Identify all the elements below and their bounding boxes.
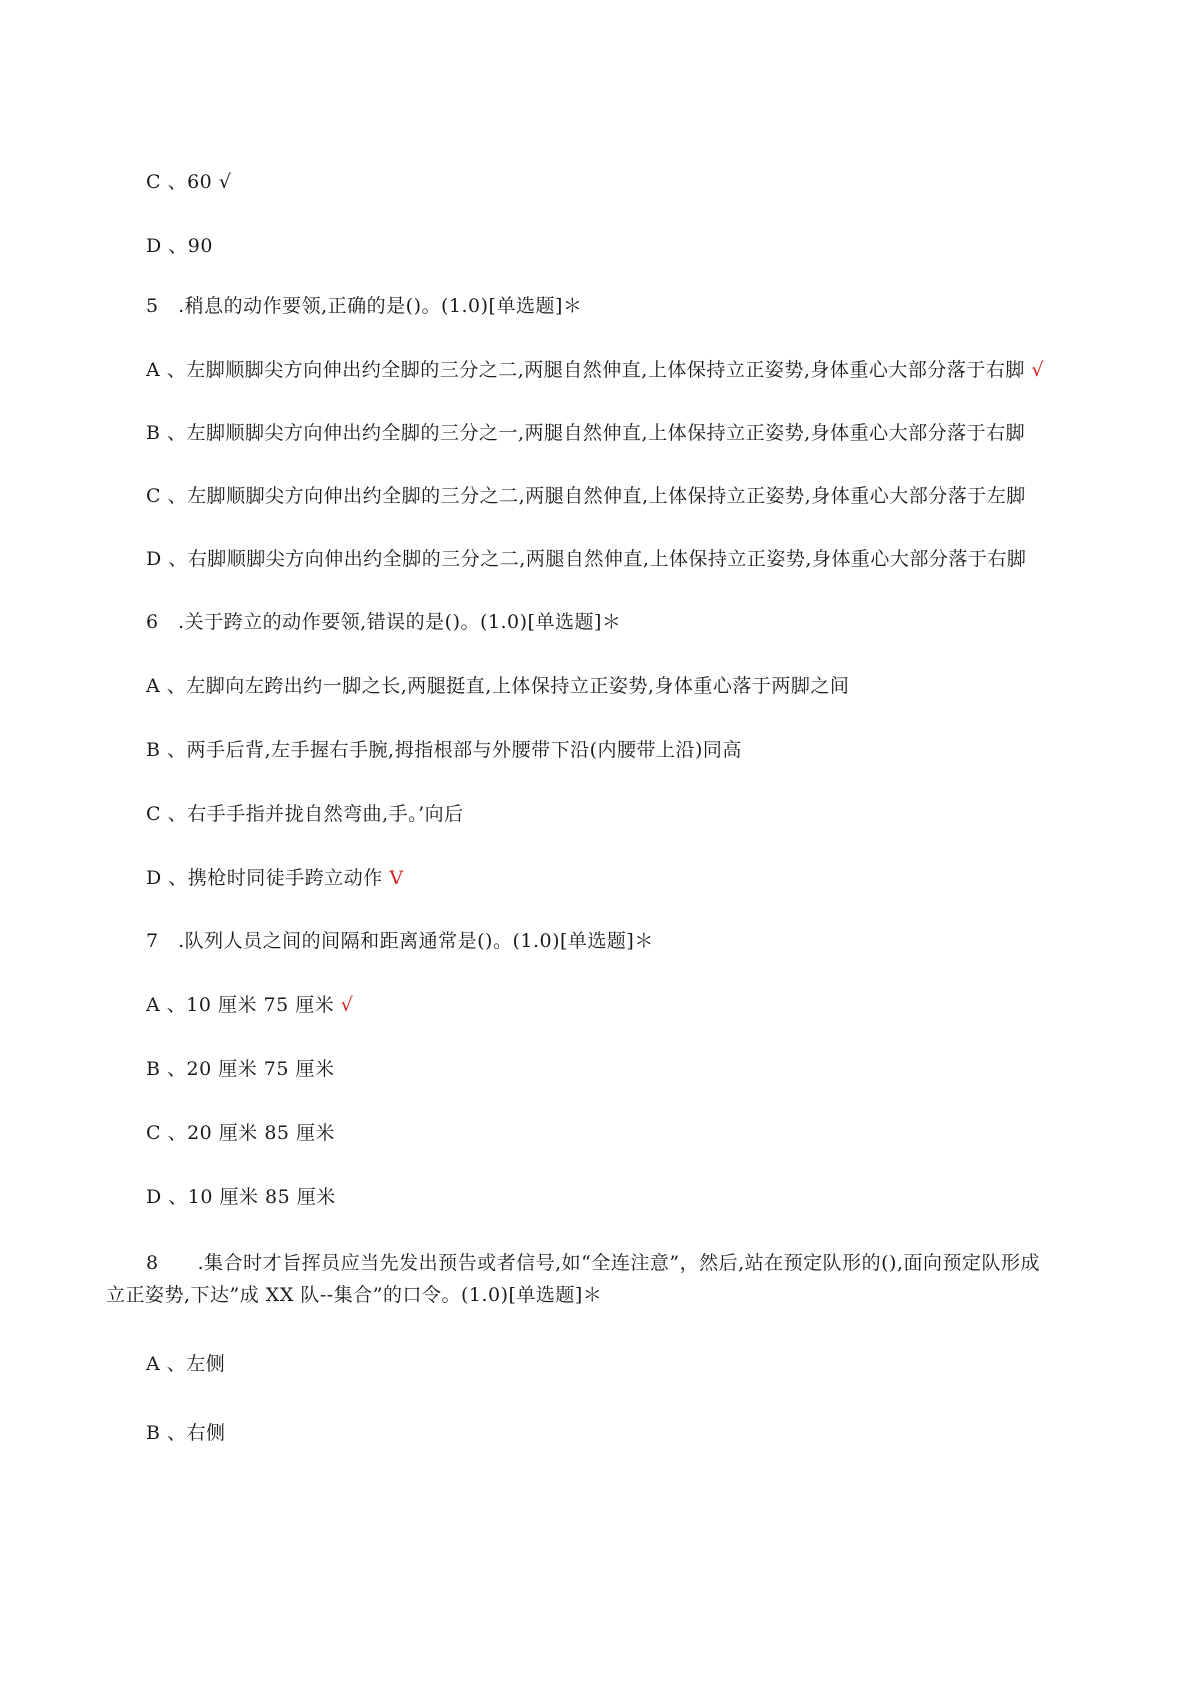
option-q7-b — [146, 1057, 334, 1081]
question-5 — [146, 294, 582, 318]
question-8-line-2 — [106, 1283, 602, 1307]
option-q6-b — [146, 738, 742, 762]
option-text: A 、左侧 — [146, 1353, 226, 1375]
option-text: A 、10 厘米 75 厘米 — [146, 994, 335, 1016]
question-text: 6 .关于跨立的动作要领,错误的是()。(1.0)[单选题]＊ — [146, 611, 622, 633]
question-text: 5 .稍息的动作要领,正确的是()。(1.0)[单选题]＊ — [146, 295, 583, 317]
option-text: C 、左脚顺脚尖方向伸出约全脚的三分之二,两腿自然伸直,上体保持立正姿势,身体重心大部分落于左脚 — [146, 485, 1026, 507]
option-text: C 、右手手指并拢自然弯曲,手。’向后 — [146, 803, 464, 825]
question-8-line-1 — [146, 1251, 1040, 1275]
option-text: D 、10 厘米 85 厘米 — [146, 1186, 336, 1208]
option-text: C 、20 厘米 85 厘米 — [146, 1122, 336, 1144]
question-text: 立正姿势,下达”成 XX 队--集合”的口令。(1.0)[单选题]＊ — [106, 1284, 603, 1306]
option-q6-a — [146, 674, 849, 698]
option-q6-c — [146, 802, 464, 826]
option-q7-d — [146, 1185, 336, 1209]
question-7 — [146, 929, 654, 953]
option-q8-b — [146, 1421, 226, 1445]
option-text: B 、左脚顺脚尖方向伸出约全脚的三分之一,两腿自然伸直,上体保持立正姿势,身体重心大部分落于右脚 — [146, 422, 1026, 444]
question-6 — [146, 610, 621, 634]
option-q7-c — [146, 1121, 335, 1145]
option-text: B 、20 厘米 75 厘米 — [146, 1058, 335, 1080]
check-mark-icon: V — [389, 867, 404, 889]
option-q6-d — [146, 866, 404, 890]
option-text: D 、90 — [146, 235, 213, 257]
option-text: B 、右侧 — [146, 1422, 226, 1444]
option-q8-a — [146, 1352, 225, 1376]
option-text: D 、携枪时同徒手跨立动作 — [146, 867, 383, 889]
question-text: 8 .集合时才旨挥员应当先发出预告或者信号,如“全连注意”，然后,站在预定队形的(),面向预定队形成 — [146, 1252, 1041, 1274]
option-q4-c — [146, 170, 231, 194]
option-text: C 、60 — [146, 171, 213, 193]
option-q5-c — [146, 484, 1026, 508]
option-text: A 、左脚向左跨出约一脚之长,两腿挺直,上体保持立正姿势,身体重心落于两脚之间 — [146, 675, 850, 697]
option-text: B 、两手后背,左手握右手腕,拇指根部与外腰带下沿(内腰带上沿)同高 — [146, 739, 742, 761]
option-q4-d — [146, 234, 213, 258]
check-mark-icon: √ — [340, 994, 354, 1016]
check-mark-icon: √ — [1031, 359, 1045, 381]
option-text: D 、右脚顺脚尖方向伸出约全脚的三分之二,两腿自然伸直,上体保持立正姿势,身体重心大部分落于右脚 — [146, 548, 1027, 570]
option-q5-d — [146, 547, 1026, 571]
check-mark-icon: √ — [218, 171, 232, 193]
option-q7-a — [146, 993, 353, 1017]
option-q5-a — [146, 358, 1044, 382]
option-q5-b — [146, 421, 1025, 445]
question-text: 7 .队列人员之间的间隔和距离通常是()。(1.0)[单选题]＊ — [146, 930, 654, 952]
option-text: A 、左脚顺脚尖方向伸出约全脚的三分之二,两腿自然伸直,上体保持立正姿势,身体重心大部分落于右脚 — [146, 359, 1025, 381]
